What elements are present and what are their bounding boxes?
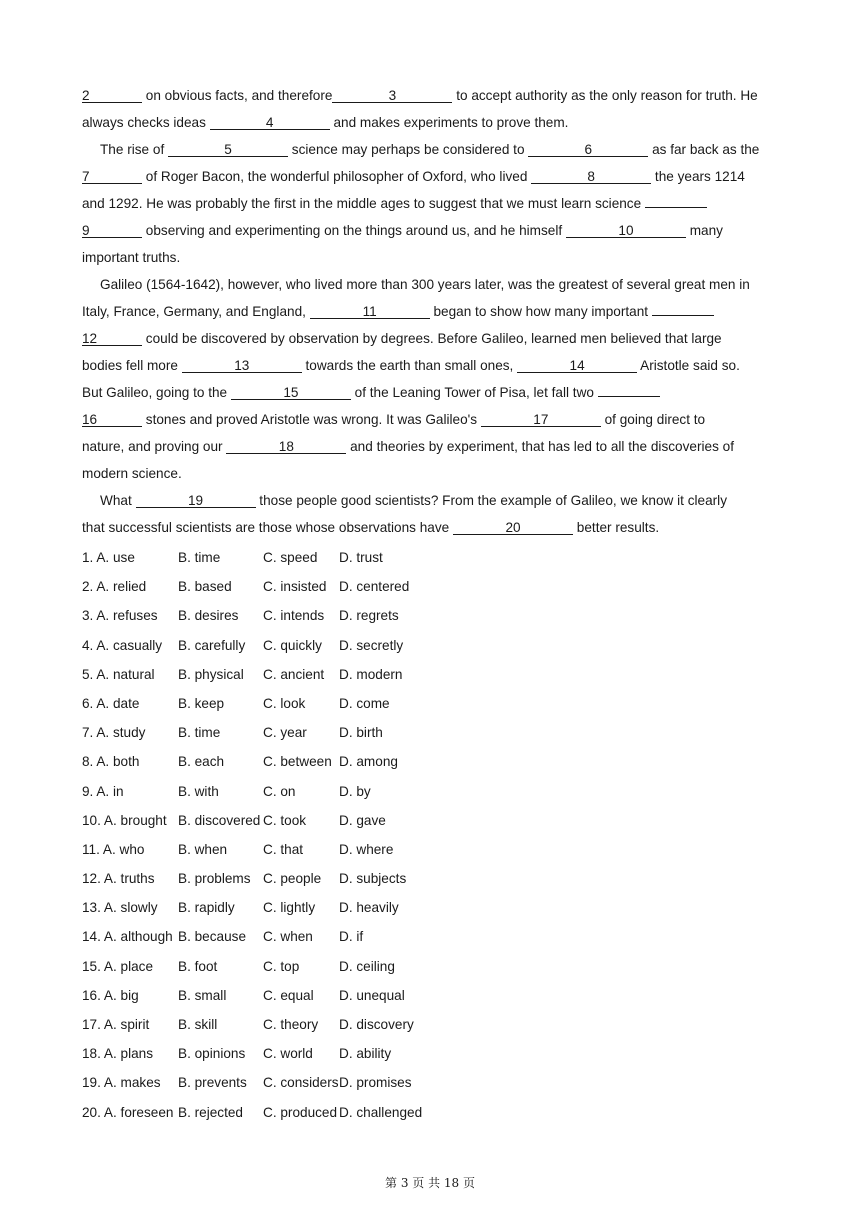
option-c[interactable]: C. that	[263, 841, 304, 857]
option-d[interactable]: D. unequal	[339, 987, 405, 1003]
passage-text: stones and proved Aristotle was wrong. It was Galileo's	[142, 412, 481, 427]
blank-6[interactable]: 6	[528, 141, 648, 157]
option-c[interactable]: C. produced	[263, 1104, 338, 1120]
passage-line	[82, 514, 788, 541]
passage-text: could be discovered by observation by degrees. Before Galileo, learned men believed that large	[142, 331, 722, 346]
passage-line	[82, 433, 788, 460]
option-c[interactable]: C. quickly	[263, 637, 322, 653]
option-d[interactable]: D. where	[339, 841, 394, 857]
question-option-row	[82, 1039, 788, 1068]
question-option-row	[82, 922, 788, 951]
blank-10[interactable]: 10	[566, 222, 686, 238]
question-option-row	[82, 835, 788, 864]
blank-16[interactable]: 16	[82, 411, 142, 427]
passage-text: What	[100, 493, 136, 508]
option-d[interactable]: D. regrets	[339, 608, 399, 624]
blank-7[interactable]: 7	[82, 168, 142, 184]
answer-options	[82, 543, 788, 1127]
question-option-row	[82, 1098, 788, 1127]
option-d[interactable]: D. birth	[339, 725, 383, 741]
passage-line	[82, 82, 788, 109]
passage-text: The rise of	[100, 142, 168, 157]
passage-text: many	[685, 223, 723, 238]
option-b[interactable]: B. skill	[178, 1017, 218, 1032]
passage-text: that successful scientists are those whose observations have	[82, 520, 454, 535]
option-b[interactable]: B. discovered	[178, 812, 261, 828]
passage-line	[82, 460, 788, 487]
question-option-row	[82, 1010, 788, 1039]
option-a[interactable]: 7. A. study	[82, 725, 146, 741]
option-a[interactable]: 2. A. relied	[82, 579, 147, 595]
option-d[interactable]: D. trust	[339, 550, 383, 565]
option-a[interactable]: 14. A. although	[82, 929, 173, 945]
blank-15[interactable]: 15	[231, 384, 351, 400]
passage-text: began to show how many important	[429, 304, 652, 319]
blank-17[interactable]: 17	[481, 411, 601, 427]
passage-line	[82, 487, 788, 514]
option-a[interactable]: 16. A. big	[82, 987, 139, 1003]
option-a[interactable]: 4. A. casually	[82, 637, 163, 653]
option-d[interactable]: D. discovery	[339, 1017, 414, 1032]
passage-text: towards the earth than small ones,	[301, 358, 518, 373]
passage-text: modern science.	[82, 466, 182, 481]
passage-text: as far back as the	[648, 142, 760, 157]
cloze-passage	[82, 82, 788, 541]
blank-20[interactable]: 20	[453, 519, 573, 535]
option-b[interactable]: B. based	[178, 579, 232, 595]
blank-19[interactable]: 19	[136, 492, 256, 508]
blank-18[interactable]: 18	[226, 438, 346, 454]
option-c[interactable]: C. people	[263, 871, 322, 887]
blank-12-start[interactable]	[652, 300, 714, 316]
passage-text: on obvious facts, and therefore	[142, 88, 333, 103]
option-c[interactable]: C. lightly	[263, 900, 316, 916]
document-page	[82, 82, 788, 1127]
blank-2[interactable]: 2	[82, 87, 142, 103]
question-option-row	[82, 572, 788, 601]
passage-text: always checks ideas	[82, 115, 210, 130]
option-d[interactable]: D. come	[339, 695, 390, 711]
question-option-row	[82, 631, 788, 660]
blank-13[interactable]: 13	[182, 357, 302, 373]
option-b[interactable]: B. keep	[178, 695, 225, 711]
option-c[interactable]: C. insisted	[263, 579, 327, 595]
question-option-row	[82, 543, 788, 572]
option-b[interactable]: B. when	[178, 841, 228, 857]
option-b[interactable]: B. rejected	[178, 1104, 243, 1120]
passage-text: of the Leaning Tower of Pisa, let fall two	[350, 385, 598, 400]
passage-line	[82, 217, 788, 244]
passage-text: important truths.	[82, 250, 181, 265]
option-c[interactable]: C. ancient	[263, 666, 325, 682]
blank-12[interactable]: 12	[82, 330, 142, 346]
option-d[interactable]: D. among	[339, 754, 398, 770]
question-option-row	[82, 806, 788, 835]
option-a[interactable]: 17. A. spirit	[82, 1017, 150, 1032]
option-a[interactable]: 3. A. refuses	[82, 608, 158, 624]
passage-text: and theories by experiment, that has led to all the discoveries of	[346, 439, 734, 454]
option-b[interactable]: B. problems	[178, 871, 251, 887]
passage-text: bodies fell more	[82, 358, 182, 373]
option-a[interactable]: 6. A. date	[82, 695, 140, 711]
option-c[interactable]: C. between	[263, 754, 332, 770]
blank-4[interactable]: 4	[210, 114, 330, 130]
passage-text: of going direct to	[600, 412, 706, 427]
blank-9-start[interactable]	[645, 192, 707, 208]
option-a[interactable]: 19. A. makes	[82, 1075, 161, 1091]
option-a[interactable]: 11. A. who	[82, 841, 145, 857]
blank-5[interactable]: 5	[168, 141, 288, 157]
blank-9[interactable]: 9	[82, 222, 142, 238]
option-c[interactable]: C. intends	[263, 608, 325, 624]
option-b[interactable]: B. prevents	[178, 1075, 247, 1091]
option-c[interactable]: C. considers	[263, 1075, 339, 1091]
passage-line	[82, 406, 788, 433]
question-option-row	[82, 864, 788, 893]
question-option-row	[82, 1068, 788, 1097]
option-c[interactable]: C. on	[263, 783, 296, 799]
option-b[interactable]: B. each	[178, 754, 225, 770]
option-a[interactable]: 18. A. plans	[82, 1046, 154, 1062]
option-a[interactable]: 8. A. both	[82, 754, 140, 770]
option-c[interactable]: C. world	[263, 1046, 313, 1062]
passage-text: to accept authority as the only reason for truth. He	[452, 88, 758, 103]
passage-text: science may perhaps be considered to	[288, 142, 529, 157]
option-c[interactable]: C. year	[263, 725, 307, 741]
option-d[interactable]: D. if	[339, 929, 364, 945]
option-b[interactable]: B. desires	[178, 608, 239, 624]
passage-line	[82, 271, 788, 298]
passage-line	[82, 325, 788, 352]
option-a[interactable]: 13. A. slowly	[82, 900, 158, 916]
option-b[interactable]: B. carefully	[178, 637, 246, 653]
option-d[interactable]: D. gave	[339, 812, 386, 828]
option-b[interactable]: B. small	[178, 987, 227, 1003]
option-c[interactable]: C. took	[263, 812, 307, 828]
option-b[interactable]: B. opinions	[178, 1046, 246, 1062]
passage-line	[82, 109, 788, 136]
option-d[interactable]: D. modern	[339, 666, 403, 682]
passage-line	[82, 352, 788, 379]
passage-text: the years 1214	[651, 169, 745, 184]
blank-11[interactable]: 11	[310, 303, 430, 319]
option-a[interactable]: 10. A. brought	[82, 812, 167, 828]
option-d[interactable]: D. ceiling	[339, 958, 395, 974]
blank-16-start[interactable]	[598, 381, 660, 397]
option-b[interactable]: B. foot	[178, 958, 218, 974]
blank-8[interactable]: 8	[531, 168, 651, 184]
option-a[interactable]: 1. A. use	[82, 550, 135, 565]
passage-line	[82, 163, 788, 190]
passage-text: nature, and proving our	[82, 439, 227, 454]
passage-text: Galileo (1564-1642), however, who lived more than 300 years later, was the greatest of several great men in	[100, 277, 750, 292]
option-c[interactable]: C. look	[263, 695, 306, 711]
question-option-row	[82, 660, 788, 689]
question-option-row	[82, 981, 788, 1010]
question-option-row	[82, 718, 788, 747]
option-b[interactable]: B. rapidly	[178, 900, 235, 916]
passage-text: better results.	[573, 520, 660, 535]
page-footer: 第 3 页 共 18 页	[385, 1176, 475, 1190]
question-option-row	[82, 777, 788, 806]
option-d[interactable]: D. centered	[339, 579, 410, 595]
option-d[interactable]: D. challenged	[339, 1104, 423, 1120]
option-d[interactable]: D. by	[339, 783, 371, 799]
option-b[interactable]: B. time	[178, 725, 221, 741]
option-c[interactable]: C. theory	[263, 1017, 319, 1032]
passage-text: observing and experimenting on the things around us, and he himself	[142, 223, 566, 238]
blank-3[interactable]: 3	[332, 87, 452, 103]
question-option-row	[82, 747, 788, 776]
passage-text: and 1292. He was probably the first in the middle ages to suggest that we must learn science	[82, 196, 645, 211]
question-option-row	[82, 952, 788, 981]
option-b[interactable]: B. because	[178, 929, 247, 945]
option-d[interactable]: D. ability	[339, 1046, 392, 1062]
option-c[interactable]: C. top	[263, 958, 300, 974]
blank-14[interactable]: 14	[517, 357, 637, 373]
option-d[interactable]: D. heavily	[339, 900, 399, 916]
question-option-row	[82, 689, 788, 718]
passage-text: But Galileo, going to the	[82, 385, 231, 400]
passage-line	[82, 136, 788, 163]
passage-line	[82, 244, 788, 271]
option-a[interactable]: 15. A. place	[82, 958, 154, 974]
question-option-row	[82, 893, 788, 922]
passage-text: Italy, France, Germany, and England,	[82, 304, 310, 319]
option-b[interactable]: B. with	[178, 783, 219, 799]
option-d[interactable]: D. promises	[339, 1075, 412, 1091]
passage-text: those people good scientists? From the example of Galileo, we know it clearly	[255, 493, 728, 508]
option-d[interactable]: D. subjects	[339, 871, 407, 887]
passage-line	[82, 298, 788, 325]
option-b[interactable]: B. time	[178, 550, 221, 565]
option-c[interactable]: C. equal	[263, 987, 314, 1003]
passage-text: of Roger Bacon, the wonderful philosopher of Oxford, who lived	[142, 169, 532, 184]
option-c[interactable]: C. when	[263, 929, 313, 945]
option-a[interactable]: 20. A. foreseen	[82, 1104, 174, 1120]
option-b[interactable]: B. physical	[178, 666, 244, 682]
passage-text: and makes experiments to prove them.	[329, 115, 569, 130]
passage-line	[82, 190, 788, 217]
option-c[interactable]: C. speed	[263, 550, 318, 565]
option-d[interactable]: D. secretly	[339, 637, 404, 653]
option-a[interactable]: 9. A. in	[82, 783, 124, 799]
option-a[interactable]: 12. A. truths	[82, 871, 155, 887]
option-a[interactable]: 5. A. natural	[82, 666, 155, 682]
question-option-row	[82, 601, 788, 630]
passage-line	[82, 379, 788, 406]
passage-text: Aristotle said so.	[637, 358, 740, 373]
